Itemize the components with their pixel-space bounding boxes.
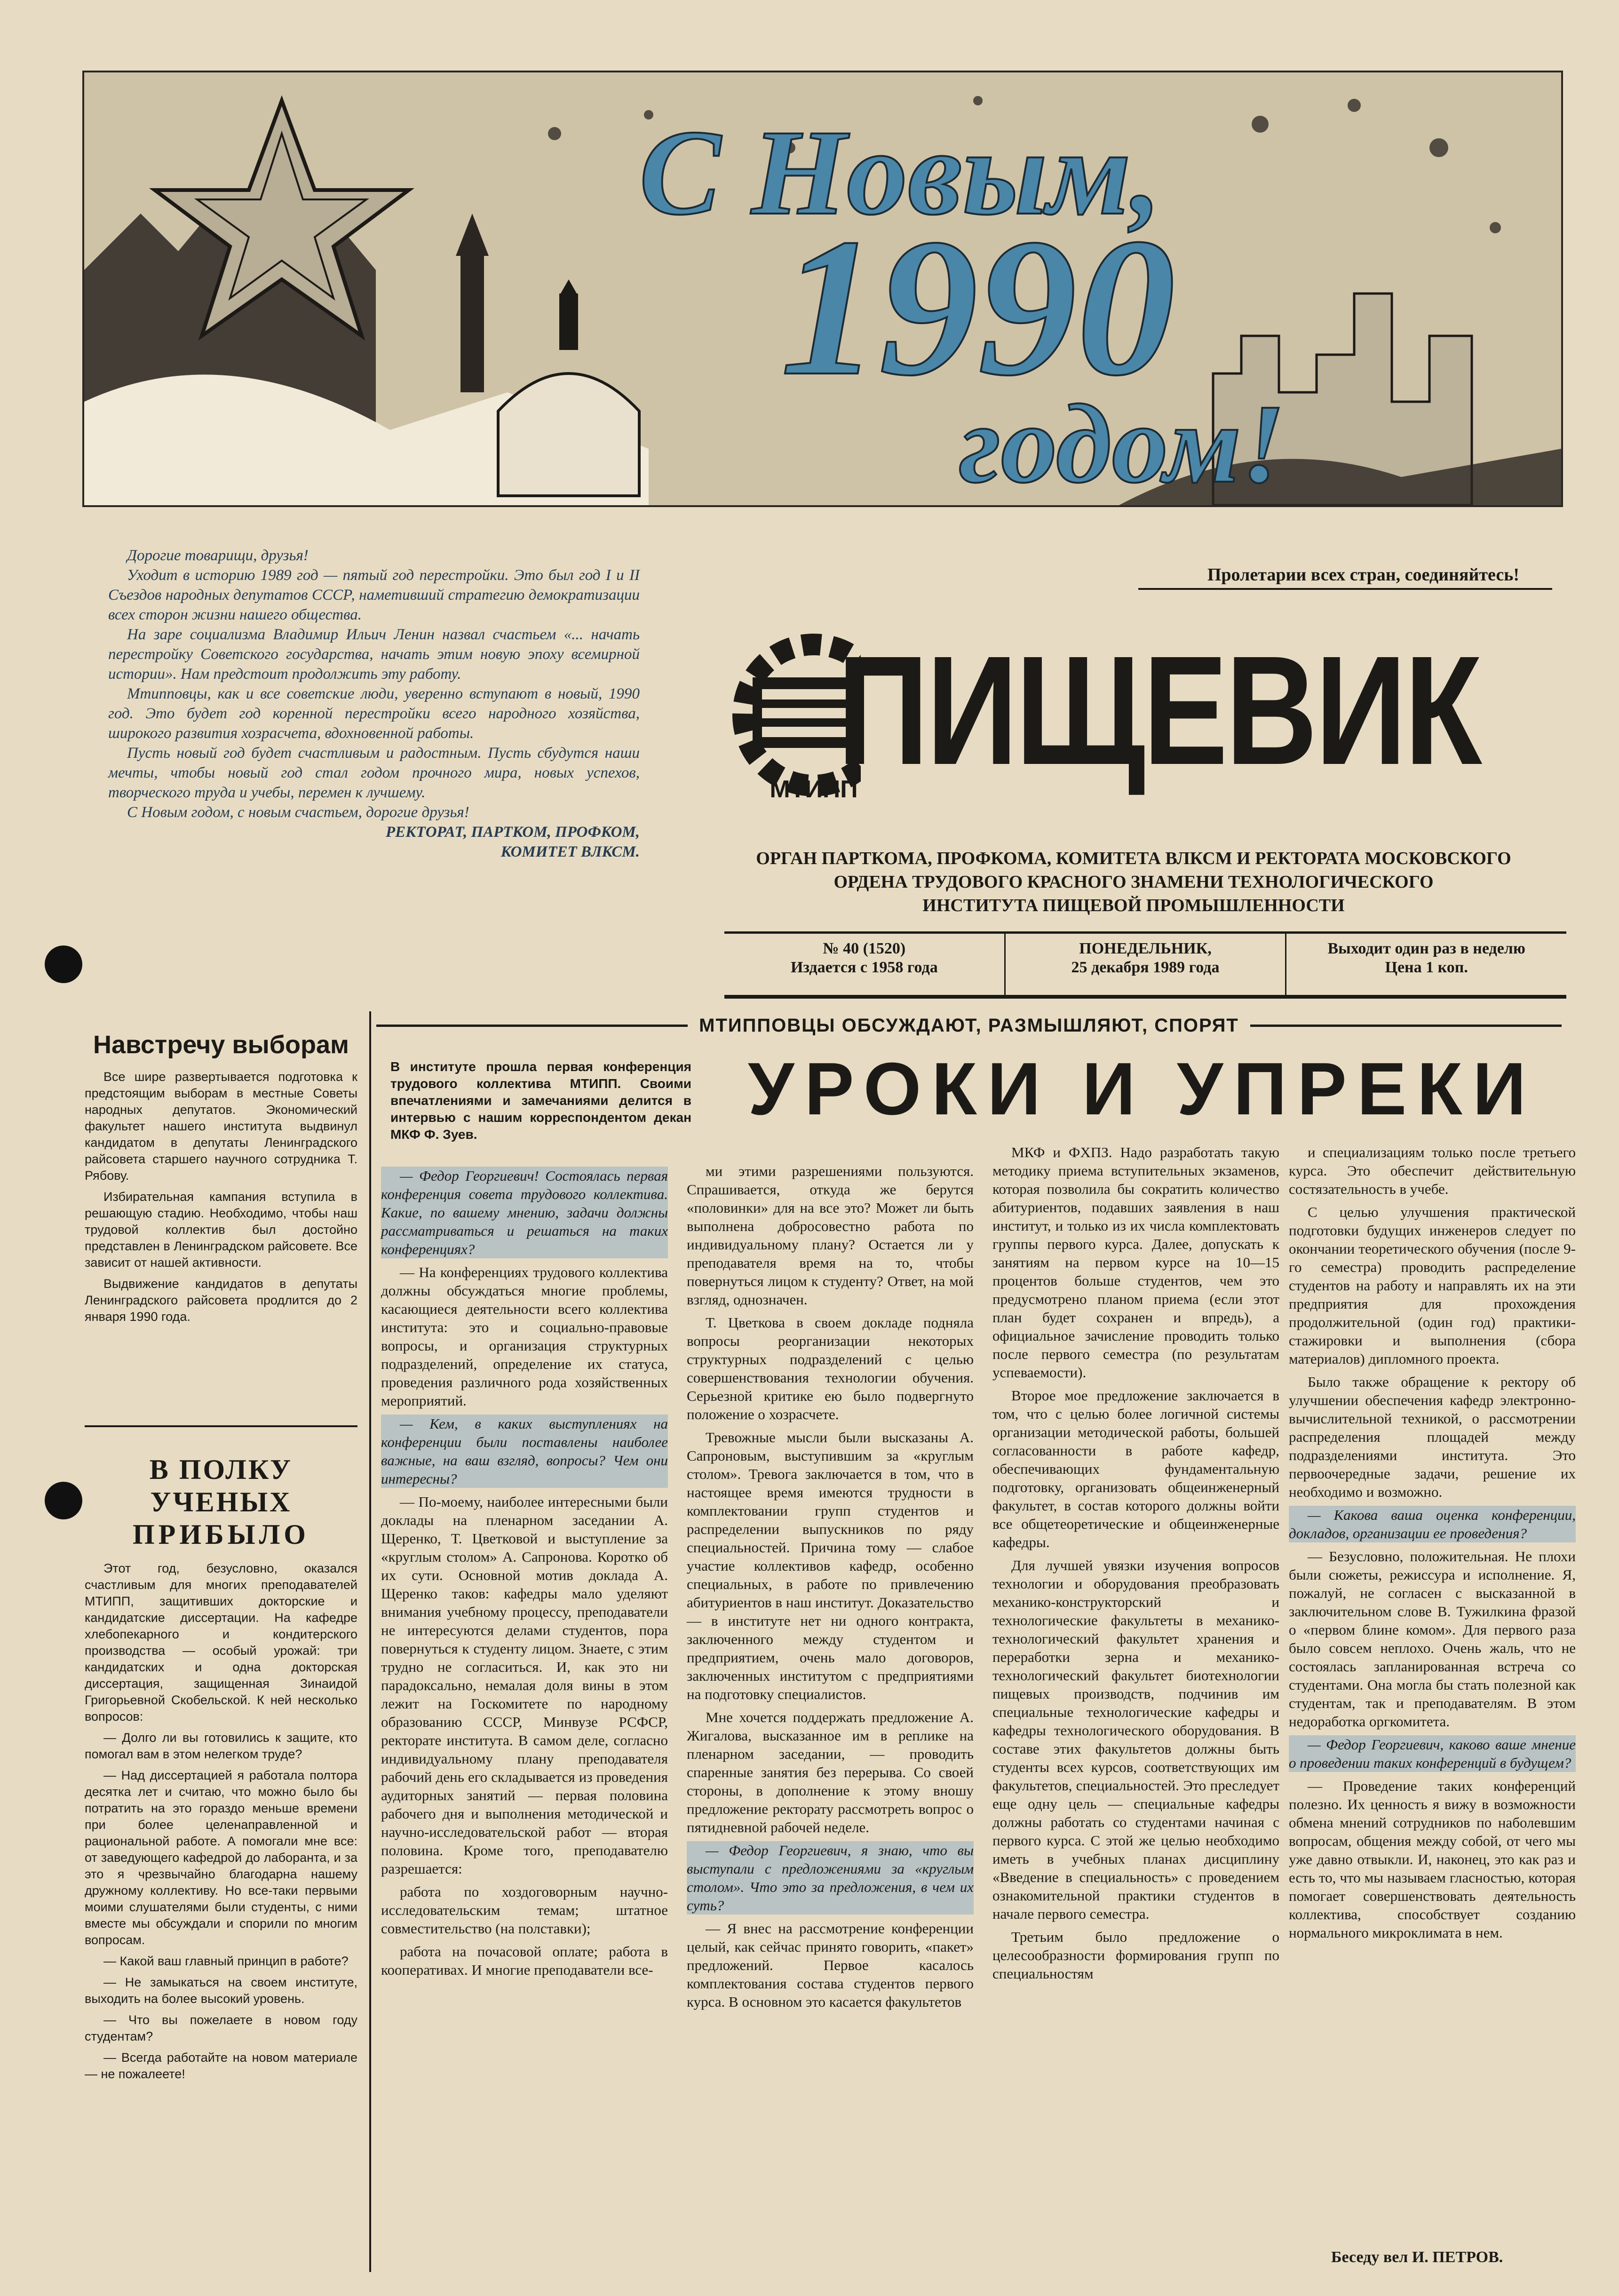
- issue-number-block: [724, 934, 1004, 995]
- greeting-paragraph: С Новым годом, с новым счастьем, дорогие друзья!: [127, 804, 469, 821]
- scholars-paragraph: — Всегда работайте на новом материале — не пожалеете!: [85, 2050, 357, 2081]
- scholars-title: ПРИБЫЛО: [133, 1519, 310, 1550]
- article-paragraph: — Безусловно, положительная. Не плохи были сюжеты, режиссура и исполнение. Я, пожалуй, не согласен с высказанной в заключительном слове В. Тужилкина фразой о «первом блине комом». Для первого раза было совсем неплохо. Очень жаль, что не состоялась запланированная встреча со студентами. Она могла бы стать полезной как студентам, так и преподавателям. В этом недоработка оргкомитета.: [1289, 1548, 1576, 1730]
- issue-since: Издается с 1958 года: [790, 959, 938, 976]
- interview-question: — Федор Георгиевич, каково ваше мнение о проведении таких конференций в будущем?: [1289, 1736, 1576, 1771]
- divider: [85, 1425, 357, 1427]
- divider: [1138, 588, 1552, 590]
- scholars-paragraph: — Долго ли вы готовились к защите, кто помогал вам в этом нелегком труде?: [85, 1731, 357, 1761]
- elections-note: [85, 1030, 357, 1330]
- issue-frequency-block: [1285, 934, 1566, 995]
- issue-info-bar: [724, 931, 1566, 999]
- issue-number: № 40 (1520): [823, 940, 906, 957]
- article-paragraph: — Я внес на рассмотрение конференции целый, как сейчас принято говорить, «пакет» предложений. Первое касалось комплектования состава студентов первого курса. В основном это касается факультетов: [687, 1920, 974, 2010]
- article-paragraph: С целью улучшения практической подготовки будущих инженеров следует по окончании теоретического обучения (после 9-го семестра) проводить распределение студентов на работу и направлять их на эти предприятия для прохождения продолжительной (один год) практики-стажировки и выполнения (сбора материалов) дипломного проекта.: [1289, 1204, 1576, 1367]
- article-byline: Беседу вел И. ПЕТРОВ.: [1331, 2248, 1503, 2266]
- greeting-paragraph: Дорогие товарищи, друзья!: [127, 547, 309, 564]
- article-column-4: [1289, 1143, 1576, 1946]
- scholars-paragraph: Этот год, безусловно, оказался счастливым для многих преподавателей МТИПП, защитивших докторские и кандидатские диссертации. На кафедре хлебопекарного и кондитерского производства — особый урожай: три кандидатских и одна докторская диссертация, защищенная Зинаидой Григорьевной Скобельской. К ней несколько вопросов:: [85, 1561, 357, 1724]
- elections-paragraph: Все шире развертывается подготовка к предстоящим выборам в местные Советы народных депутатов. Экономический факультет нашего института выдвинул кандидатом в депутаты Ленинградского райсовета старшего научного сотрудника Т. Рябову.: [85, 1070, 357, 1183]
- newspaper-title: ПИЩЕВИК: [837, 623, 1480, 797]
- new-year-greeting: [108, 546, 640, 862]
- article-paragraph: — Проведение таких конференций полезно. Их ценность я вижу в возможности обмена мнений сотрудников по наболевшим вопросам, общения между собой, от чего мы уже давно отвыкли. И, наконец, это как раз и есть то, что мы называем гласностью, которая помогает совершенствовать деятельность коллектива, способствует созданию нормального микроклимата в нем.: [1289, 1778, 1576, 1941]
- article-paragraph: — На конференциях трудового коллектива должны обсуждаться многие проблемы, касающиеся деятельности всего коллектива института: это и социально-правовые вопросы, и организация структурных подразделений, определение их статуса, проведения различного рода хозяйственных мероприятий.: [381, 1264, 668, 1409]
- greeting-paragraph: Мтипповцы, как и все советские люди, уверенно вступают в новый, 1990 год. Это будет год коренной перестройки всего народного хозяйства, широкого развития хозрасчета, вдохновенной работы.: [108, 685, 640, 742]
- article-paragraph: Было также обращение к ректору об улучшении обеспечения кафедр электронно-вычислительной техникой, о рассмотрении распределения площадей между подразделениями института. Это первоочередные задачи, решение их необходимо и возможно.: [1289, 1374, 1576, 1500]
- article-paragraph: и специализациям только после третьего курса. Это обеспечит действительную состязательность в учебе.: [1289, 1144, 1576, 1197]
- greeting-paragraph: Пусть новый год будет счастливым и радостным. Пусть сбудутся наши мечты, чтобы новый год стал годом прочного мира, новых успехов, творческого труда и учебы, перемен к лучшему.: [108, 745, 640, 801]
- banner-year: 1990: [780, 198, 1175, 416]
- logo-text: МТИПП: [770, 776, 858, 803]
- organ-line: ИНСТИТУТА ПИЩЕВОЙ ПРОМЫШЛЕННОСТИ: [922, 896, 1345, 915]
- slogan: Пролетарии всех стран, соединяйтесь!: [1207, 565, 1519, 585]
- article-paragraph: Второе мое предложение заключается в том, что с целью более логичной системы организации методической работы, большей согласованности в работе кафедр, обеспечивающих фундаментальную подготовку, организовать общеинженерный факультет, в состав которого должны войти все общетеоретические и общеинженерные кафедры.: [992, 1387, 1279, 1550]
- punch-hole: [45, 945, 82, 983]
- column-divider: [369, 1011, 371, 2272]
- interview-question: — Какова ваша оценка конференции, докладов, организации ее проведения?: [1289, 1507, 1576, 1541]
- banner-illustration: [84, 72, 1561, 505]
- article-paragraph: Для лучшей увязки изучения вопросов технологии и оборудования преобразовать механико-конструкторский и технологические факультеты в механико-технологический факультет хранения и переработки зерна и механико-технологический факультет биотехнологии пищевых производств, подчинив им специальные технологические кафедры и кафедры технологического оборудования. В составе этих факультетов должны быть студенты всех курсов, соответствующих им факультетов, специальностей. Это преследует еще одну цель — специальные кафедры должны работать со студентами начиная с первого курса. С этой же целью необходимо иметь в учебных планах дисциплину «Введение в специальность» с проведением ознакомительной практики студентов в начале первого семестра.: [992, 1557, 1279, 1922]
- issue-frequency: Выходит один раз в неделю: [1327, 940, 1525, 957]
- issue-date-block: [1004, 934, 1286, 995]
- scholars-paragraph: — Над диссертацией я работала полтора десятка лет и считаю, что можно было бы потратить на это гораздо меньше времени при более целенаправленной и рациональной работе. А помогали мне все: от заведующего кафедрой до лаборанта, и за это я чрезвычайно благодарна нашему дружному коллективу. Но все-таки первыми моими слушателями были студенты, с ними вместе мы обсуждали и спорили по многим вопросам.: [85, 1768, 357, 1947]
- article-paragraph: ми этими разрешениями пользуются. Спрашивается, откуда же берутся «половинки» для на все это? Может ли быть выполнена добросовестно работа по индивидуальному плану? Остается ли у преподавателя время на то, чтобы повернуться лицом к студенту? Ответ, на мой взгляд, однозначен.: [687, 1163, 974, 1308]
- interview-question: — Федор Георгиевич, я знаю, что вы выступали с предложениями за «круглым столом». Что это за предложения, в чем их суть?: [687, 1842, 974, 1914]
- article-paragraph: МКФ и ФХПЗ. Надо разработать такую методику приема вступительных экзаменов, которая позволила бы сократить количество абитуриентов, подавших заявления в наш институт, и только из их числа комплектовать группы первого курса. Далее, допускать к занятиям на первом курсе на 10—15 процентов больше студентов, чем это предусмотрено планом приема (если этот план будет сохранен и впредь), а официальное зачисление проводить только после первого семестра (по результатам успеваемости).: [992, 1144, 1279, 1381]
- greeting-paragraph: Уходит в историю 1989 год — пятый год перестройки. Это был год I и II Съездов народных депутатов СССР, наметивший стратегию демократизации всех сторон жизни нашего общества.: [108, 567, 640, 623]
- elections-paragraph: Избирательная кампания вступила в решающую стадию. Необходимо, чтобы наш трудовой коллектив был достойно представлен в Ленинградском райсовете. Все зависит от нашей активности.: [85, 1190, 357, 1270]
- organ-line: ОРГАН ПАРТКОМА, ПРОФКОМА, КОМИТЕТА ВЛКСМ И РЕКТОРАТА МОСКОВСКОГО: [756, 849, 1511, 868]
- organ-line: ОРДЕНА ТРУДОВОГО КРАСНОГО ЗНАМЕНИ ТЕХНОЛОГИЧЕСКОГО: [833, 872, 1434, 892]
- issue-weekday: ПОНЕДЕЛЬНИК,: [1079, 940, 1212, 957]
- section-heading-text: МТИППОВЦЫ ОБСУЖДАЮТ, РАЗМЫШЛЯЮТ, СПОРЯТ: [688, 1015, 1250, 1036]
- article-paragraph: — По-моему, наиболее интересными были доклады на пленарном заседании А. Щеренко, Т. Цветковой и выступление за «круглым столом» А. Сапронова. Коротко об их сути. Основной мотив доклада А. Щеренко таков: кафедры мало уделяют внимания учебному процессу, преподаватели не интересуются делами студентов, пора повернуться к студенту лицом. Знаете, с этим трудно не согласиться. И, как это ни парадоксально, немалая доля вины в этом лежит на Госкомитете по народному образованию СССР, Минвузе РСФСР, ректорате института. В самом деле, согласно индивидуальному плану преподавателя рабочий день его складывается из проведения аудиторных занятий — первая половина рабочего дня и выполнения методической и научно-исследовательской работ — вторая половина. Кроме того, преподавателю разрешается:: [381, 1494, 668, 1877]
- issue-price: Цена 1 коп.: [1385, 959, 1468, 976]
- elections-paragraph: Выдвижение кандидатов в депутаты Ленинградского райсовета продлится до 2 января 1990 года.: [85, 1277, 357, 1324]
- scholars-paragraph: — Какой ваш главный принцип в работе?: [103, 1954, 349, 1968]
- interview-question: — Кем, в каких выступлениях на конференции были поставлены наиболее важные, на ваш взгляд, вопросы? Чем они интересны?: [381, 1415, 668, 1487]
- banner-line3: годом!: [959, 381, 1286, 505]
- article-column-1: [381, 1167, 668, 1984]
- scholars-paragraph: — Что вы пожелаете в новом году студентам?: [85, 2013, 357, 2043]
- article-intro: В институте прошла первая конференция трудового коллектива МТИПП. Своими впечатлениями и замечаниями делится в интервью с нашим корреспондентом декан МКФ Ф. Зуев.: [390, 1059, 691, 1142]
- greeting-signature: РЕКТОРАТ, ПАРТКОМ, ПРОФКОМ,: [385, 824, 640, 841]
- elections-title: Навстречу выборам: [93, 1031, 349, 1059]
- interview-question: — Федор Георгиевич! Состоялась первая конференция совета трудового коллектива. Какие, по вашему мнению, задачи должны рассматриваться и решаться на таких конференциях?: [381, 1168, 668, 1257]
- new-year-banner: [82, 71, 1563, 507]
- organ-description: [720, 847, 1548, 917]
- punch-hole: [45, 1482, 82, 1519]
- scholars-paragraph: — Не замыкаться на своем институте, выходить на более высокий уровень.: [85, 1975, 357, 2006]
- article-paragraph: Мне хочется поддержать предложение А. Жигалова, высказанное им в реплике на пленарном заседании, — проводить спаренные занятия без перерыва. Со своей стороны, в дополнение к этому вношу предложение ректорату рассмотреть вопрос о пятидневной рабочей неделе.: [687, 1709, 974, 1835]
- article-paragraph: Третьим было предложение о целесообразности формирования групп по специальностям: [992, 1929, 1279, 1982]
- article-paragraph: работа по хоздоговорным научно-исследовательским темам; штатное совместительство (на полставки);: [381, 1883, 668, 1937]
- greeting-paragraph: На заре социализма Владимир Ильич Ленин назвал счастьем «... начать перестройку Советского государства, начать этим новую эпоху всемирной истории». Нам предстоит продолжить эту работу.: [108, 626, 640, 683]
- article-paragraph: Т. Цветкова в своем докладе подняла вопросы реорганизации некоторых структурных подразделений с целью совершенствования технологии обучения. Серьезной критике ею было подвергнуто положение о хозрасчете.: [687, 1314, 974, 1422]
- banner-line1: С Новым,: [639, 105, 1162, 240]
- greeting-signature: КОМИТЕТ ВЛКСМ.: [500, 843, 640, 860]
- article-paragraph: Тревожные мысли были высказаны А. Сапроновым, выступившим за «круглым столом». Тревога заключается в том, что в настоящее время имеются трудности в комплектовании групп студентов и распределении выпускников по ряду специальностей. Причина тому — слабое участие коллективов кафедр, особенно специальных, в работе по привлечению абитуриентов в наш институт. Доказательство — в институте нет ни одного контракта, заключенного между студентом и предприятием, очень мало договоров, заключенных институтом с предприятиями на подготовку специалистов.: [687, 1429, 974, 1702]
- article-paragraph: работа на почасовой оплате; работа в кооперативах. И многие преподаватели все-: [381, 1943, 668, 1978]
- article-column-2: [687, 1162, 974, 2016]
- article-headline: УРОКИ И УПРЕКИ: [748, 1048, 1537, 1130]
- issue-date: 25 декабря 1989 года: [1071, 959, 1220, 976]
- scholars-note: [85, 1454, 357, 2087]
- section-heading: [376, 1011, 1562, 1040]
- scholars-title: В ПОЛКУ УЧЕНЫХ: [149, 1454, 293, 1517]
- article-column-3: [992, 1143, 1279, 1987]
